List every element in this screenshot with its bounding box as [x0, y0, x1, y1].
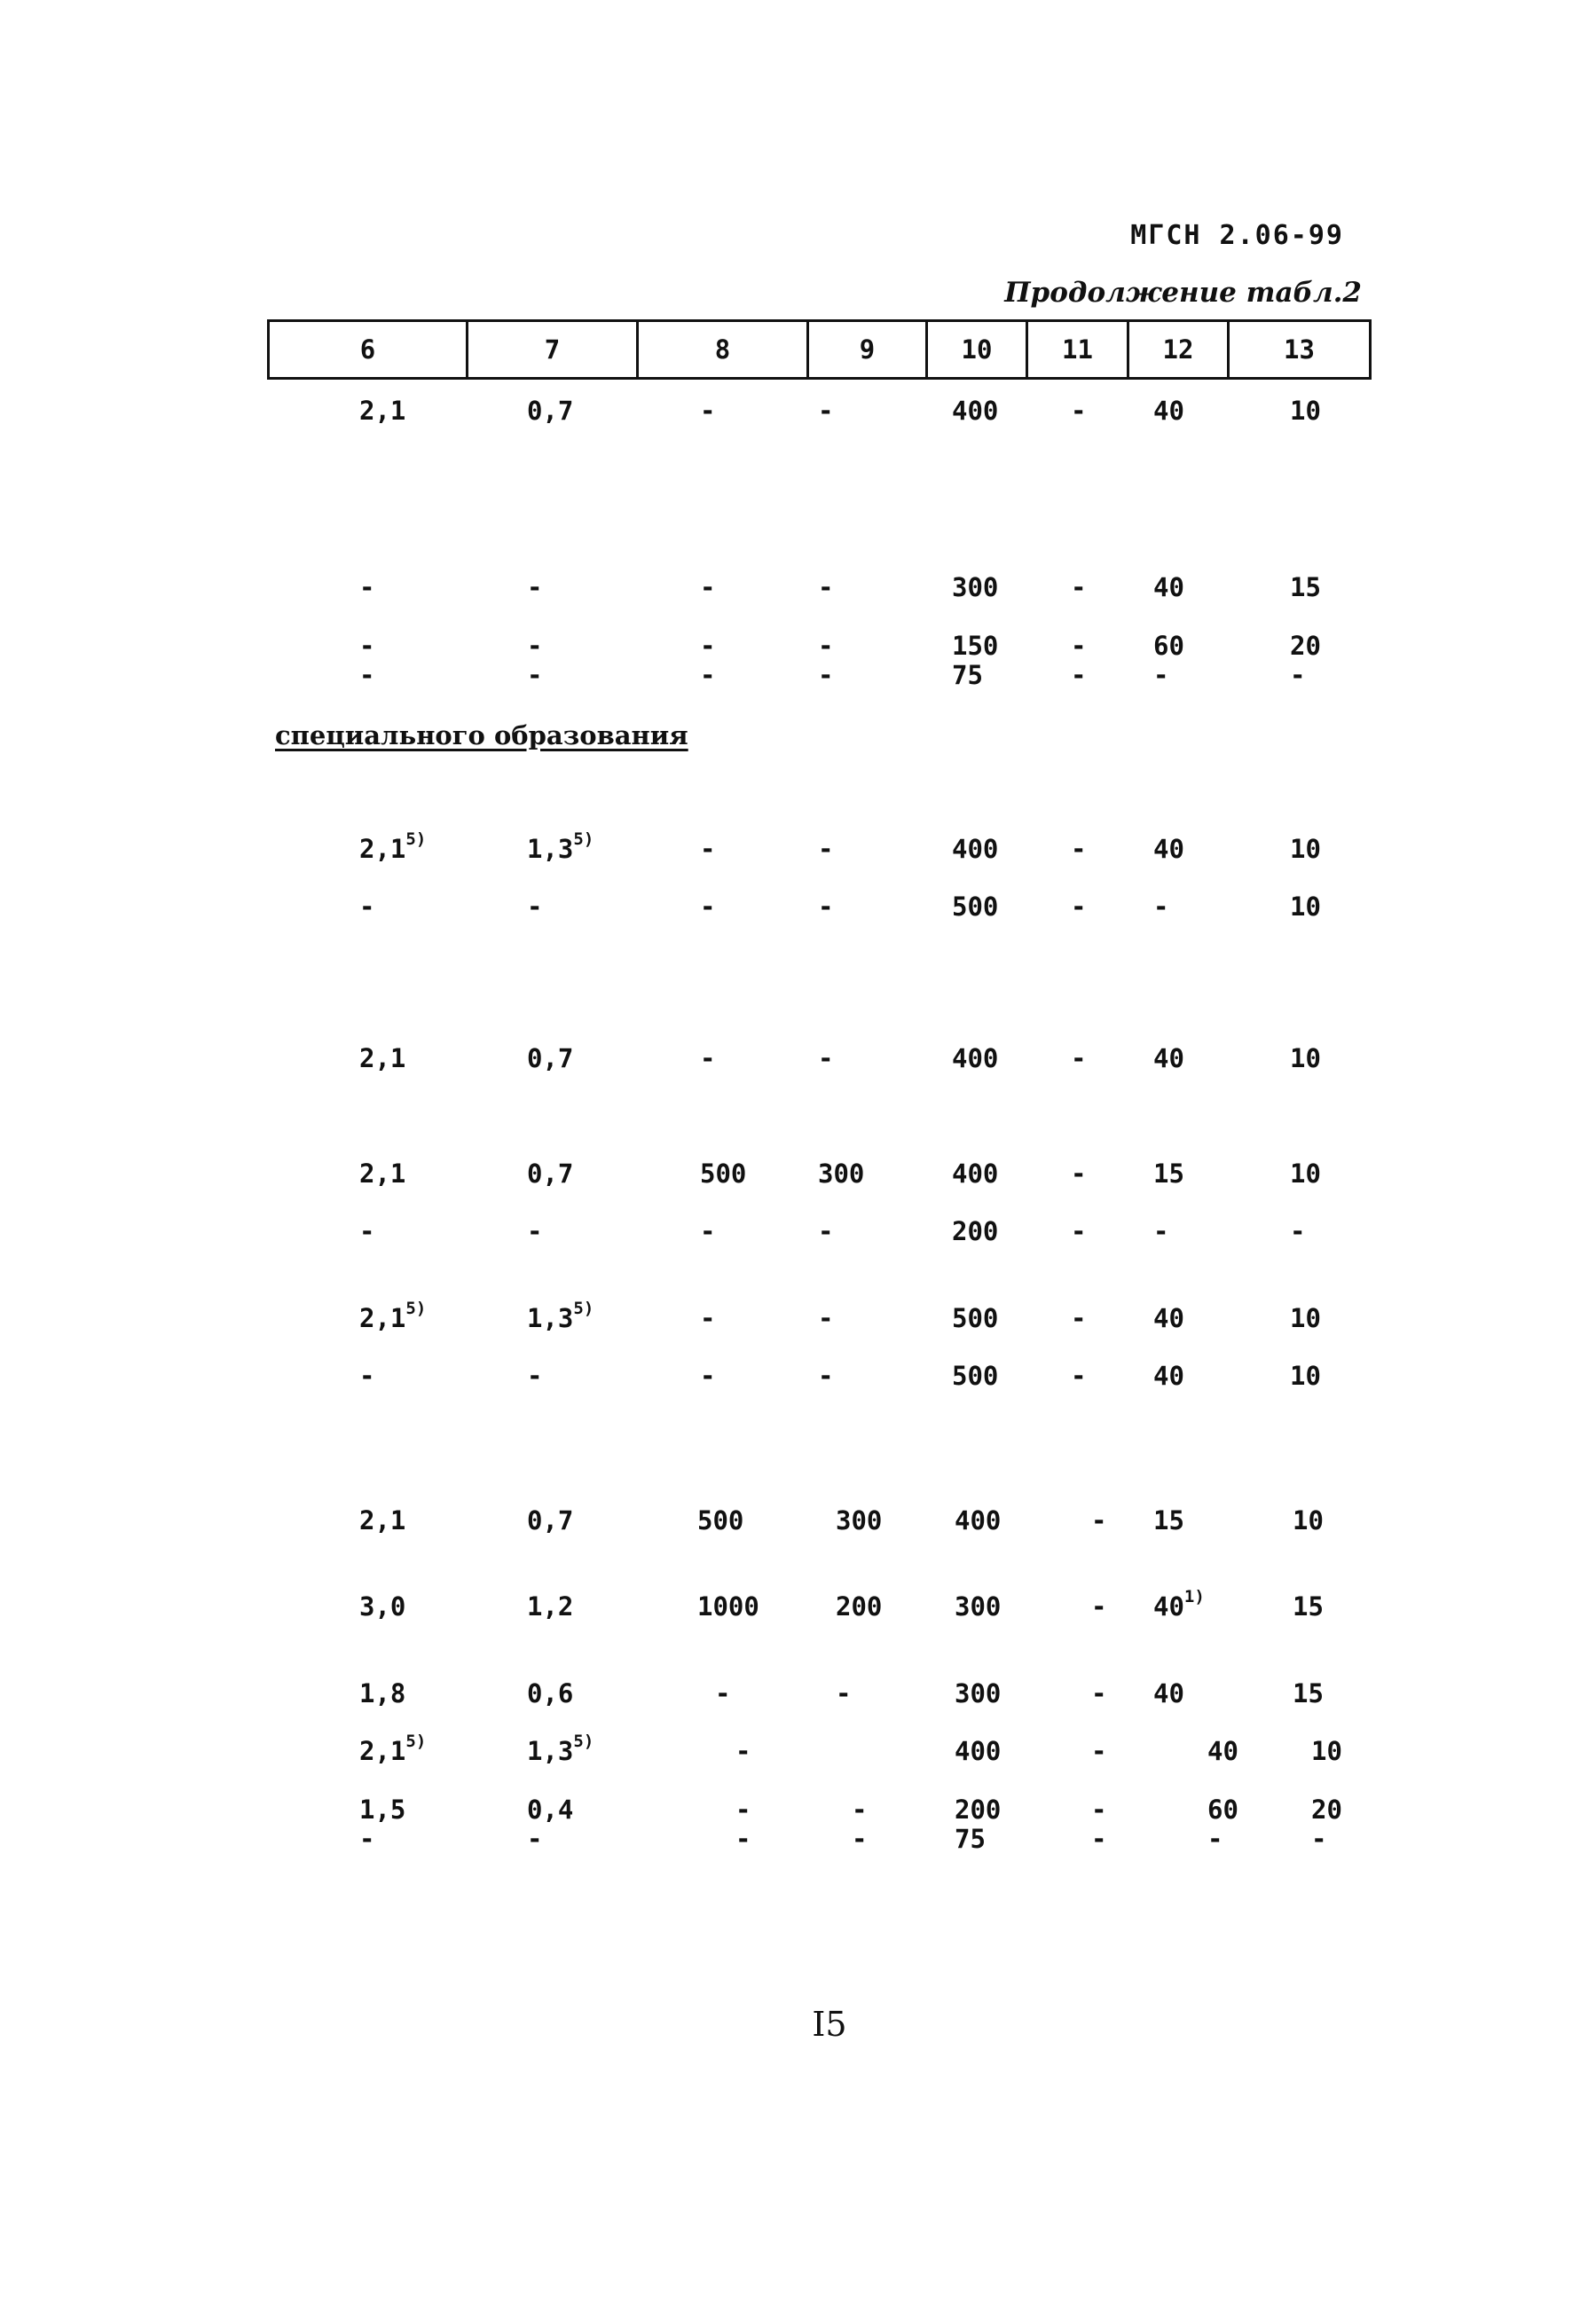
table-cell-10	[952, 1044, 998, 1072]
cell-value: 3,0	[359, 1591, 406, 1622]
cell-value: 2,1	[359, 1505, 406, 1536]
cell-value: -	[1153, 891, 1169, 922]
cell-value: 0,4	[527, 1795, 574, 1825]
table-cell-9	[818, 835, 833, 863]
table-cell-12	[1153, 1587, 1205, 1622]
table-cell-6	[359, 1825, 374, 1853]
cell-value: -	[818, 1043, 834, 1073]
table-cell-11	[1091, 1679, 1106, 1708]
cell-value: -	[359, 631, 375, 661]
cell-value: -	[1071, 660, 1087, 690]
table-cell-8	[700, 892, 715, 921]
table-cell-13	[1293, 1679, 1324, 1708]
table-cell-7	[527, 1732, 594, 1766]
cell-value: 1,3	[527, 1303, 574, 1333]
page-number: I5	[812, 2005, 847, 2044]
cell-value: -	[1071, 1303, 1087, 1333]
cell-value: -	[700, 1361, 716, 1391]
table-cell-8	[715, 1679, 730, 1708]
table-cell-13	[1311, 1795, 1342, 1824]
cell-value: -	[1071, 631, 1087, 661]
cell-value: 10	[1290, 1303, 1321, 1333]
table-cell-11	[1071, 1217, 1086, 1245]
cell-value: 10	[1290, 891, 1321, 922]
cell-value: -	[735, 1824, 751, 1854]
cell-value: 400	[952, 1043, 999, 1073]
cell-value: 500	[952, 1361, 999, 1391]
cell-value: -	[1071, 891, 1087, 922]
table-cell-12	[1207, 1825, 1223, 1853]
footnote-reference: 5)	[573, 1732, 594, 1752]
column-header-12: 12	[1128, 321, 1229, 379]
cell-value: -	[359, 660, 375, 690]
cell-value: -	[527, 1216, 543, 1246]
cell-value: -	[1091, 1824, 1107, 1854]
cell-value: -	[359, 891, 375, 922]
table-header	[267, 319, 1372, 380]
cell-value: 40	[1153, 1678, 1184, 1708]
cell-value: -	[700, 1043, 716, 1073]
section-heading: специального образования	[275, 720, 688, 750]
table-cell-13	[1290, 661, 1305, 689]
cell-value: -	[818, 1361, 834, 1391]
cell-value: -	[1091, 1795, 1107, 1825]
cell-value: 300	[955, 1591, 1002, 1622]
cell-value: 300	[955, 1678, 1002, 1708]
table-cell-7	[527, 1044, 573, 1072]
table-cell-11	[1071, 661, 1086, 689]
table-cell-9	[818, 397, 833, 425]
table-cell-10	[955, 1679, 1001, 1708]
cell-value: 300	[836, 1505, 883, 1536]
table-cell-9	[818, 1304, 833, 1332]
table-cell-12	[1153, 632, 1184, 660]
cell-value: -	[818, 891, 834, 922]
table-cell-8	[700, 835, 715, 863]
table-cell-7	[527, 1679, 573, 1708]
table-cell-7	[527, 1592, 573, 1621]
table-cell-6	[359, 1506, 405, 1535]
cell-value: -	[1071, 1361, 1087, 1391]
cell-value: 20	[1290, 631, 1321, 661]
table-cell-12	[1153, 1044, 1184, 1072]
cell-value: 400	[955, 1736, 1002, 1766]
cell-value: -	[1071, 1216, 1087, 1246]
table-cell-10	[952, 1217, 998, 1245]
table-cell-6	[359, 1592, 405, 1621]
table-cell-8	[700, 1304, 715, 1332]
table-cell-8	[700, 573, 715, 601]
table-cell-6	[359, 1299, 427, 1333]
cell-value: -	[818, 1303, 834, 1333]
cell-value: -	[735, 1736, 751, 1766]
footnote-reference: 5)	[405, 1732, 427, 1752]
cell-value: -	[527, 572, 543, 602]
cell-value: -	[1207, 1824, 1223, 1854]
table-cell-11	[1091, 1506, 1106, 1535]
footnote-reference: 1)	[1183, 1587, 1205, 1607]
table-cell-11	[1071, 892, 1086, 921]
table-cell-9	[818, 1362, 833, 1390]
table-cell-12	[1153, 1679, 1184, 1708]
cell-value: -	[852, 1795, 868, 1825]
table-cell-6	[359, 892, 374, 921]
header-row	[269, 321, 1371, 379]
cell-value: -	[527, 660, 543, 690]
table-cell-6	[359, 1159, 405, 1188]
table-cell-7	[527, 892, 542, 921]
cell-value: 1,2	[527, 1591, 574, 1622]
table-cell-12	[1153, 573, 1184, 601]
cell-value: -	[359, 1216, 375, 1246]
cell-value: 10	[1311, 1736, 1342, 1766]
cell-value: -	[359, 572, 375, 602]
cell-value: 40	[1207, 1736, 1238, 1766]
table-cell-13	[1290, 1159, 1321, 1188]
table-cell-11	[1091, 1592, 1106, 1621]
table-cell-10	[952, 892, 998, 921]
cell-value: -	[359, 1361, 375, 1391]
table-cell-6	[359, 1044, 405, 1072]
table-cell-6	[359, 1217, 374, 1245]
table-cell-7	[527, 397, 573, 425]
cell-value: 150	[952, 631, 999, 661]
table-cell-9	[818, 632, 833, 660]
cell-value: -	[527, 631, 543, 661]
table-cell-13	[1290, 1362, 1321, 1390]
cell-value: 0,7	[527, 1043, 574, 1073]
cell-value: 15	[1153, 1158, 1184, 1189]
cell-value: 10	[1290, 1043, 1321, 1073]
cell-value: 1,3	[527, 1736, 574, 1766]
table-cell-8	[735, 1825, 751, 1853]
table-cell-6	[359, 1732, 427, 1766]
table-cell-10	[952, 397, 998, 425]
table-cell-7	[527, 1159, 573, 1188]
cell-value: 500	[952, 891, 999, 922]
table-cell-6	[359, 829, 427, 864]
table-cell-9	[852, 1825, 867, 1853]
cell-value: -	[852, 1824, 868, 1854]
cell-value: 2,1	[359, 834, 406, 864]
table-cell-11	[1071, 397, 1086, 425]
table-cell-13	[1290, 1044, 1321, 1072]
footnote-reference: 5)	[573, 1299, 594, 1319]
cell-value: -	[700, 572, 716, 602]
table-cell-12	[1153, 1217, 1168, 1245]
cell-value: 40	[1153, 1043, 1184, 1073]
cell-value: 400	[952, 834, 999, 864]
table-cell-9	[836, 1506, 882, 1535]
cell-value: -	[1071, 834, 1087, 864]
cell-value: 15	[1293, 1678, 1324, 1708]
table-cell-9	[818, 1044, 833, 1072]
table-cell-7	[527, 1506, 573, 1535]
table-cell-6	[359, 1795, 405, 1824]
cell-value: 300	[952, 572, 999, 602]
table-cell-6	[359, 397, 405, 425]
column-header-8: 8	[638, 321, 808, 379]
cell-value: 2,1	[359, 396, 406, 426]
table-cell-11	[1091, 1737, 1106, 1765]
footnote-reference: 5)	[573, 829, 594, 850]
table-cell-10	[952, 1159, 998, 1188]
table-cell-11	[1071, 1304, 1086, 1332]
table-cell-13	[1293, 1592, 1324, 1621]
table-cell-10	[955, 1592, 1001, 1621]
table-cell-11	[1071, 1044, 1086, 1072]
cell-value: -	[735, 1795, 751, 1825]
cell-value: -	[1311, 1824, 1327, 1854]
table-cell-11	[1091, 1795, 1106, 1824]
cell-value: -	[715, 1678, 731, 1708]
table-cell-12	[1153, 835, 1184, 863]
table-cell-6	[359, 1679, 405, 1708]
cell-value: 20	[1311, 1795, 1342, 1825]
table-cell-12	[1207, 1737, 1238, 1765]
table-cell-8	[697, 1506, 743, 1535]
table-cell-11	[1071, 632, 1086, 660]
cell-value: 40	[1153, 396, 1184, 426]
cell-value: 10	[1290, 1361, 1321, 1391]
table-cell-13	[1290, 835, 1321, 863]
footnote-reference: 5)	[405, 1299, 427, 1319]
cell-value: 60	[1153, 631, 1184, 661]
column-header-10: 10	[927, 321, 1027, 379]
cell-value: 300	[818, 1158, 865, 1189]
cell-value: 500	[952, 1303, 999, 1333]
table-cell-9	[818, 573, 833, 601]
column-header-13: 13	[1229, 321, 1371, 379]
table-cell-12	[1153, 397, 1184, 425]
cell-value: 60	[1207, 1795, 1238, 1825]
table-cell-9	[852, 1795, 867, 1824]
table-cell-12	[1153, 1159, 1184, 1188]
cell-value: 40	[1153, 1591, 1184, 1622]
table-cell-13	[1311, 1825, 1326, 1853]
table-cell-9	[818, 1159, 864, 1188]
cell-value: 400	[952, 396, 999, 426]
table-cell-10	[952, 661, 983, 689]
cell-value: -	[1071, 396, 1087, 426]
cell-value: 500	[700, 1158, 747, 1189]
table-cell-7	[527, 661, 542, 689]
table-cell-7	[527, 573, 542, 601]
table-cell-7	[527, 1795, 573, 1824]
table-cell-6	[359, 661, 374, 689]
cell-value: -	[1091, 1591, 1107, 1622]
table-cell-8	[700, 1362, 715, 1390]
table-cell-6	[359, 1362, 374, 1390]
cell-value: 2,1	[359, 1736, 406, 1766]
table-cell-8	[700, 1159, 746, 1188]
cell-value: -	[700, 834, 716, 864]
table-cell-9	[836, 1592, 882, 1621]
document-code: МГСН 2.06-99	[1130, 220, 1344, 251]
table-cell-11	[1071, 573, 1086, 601]
cell-value: -	[359, 1824, 375, 1854]
cell-value: -	[1153, 1216, 1169, 1246]
table-cell-13	[1290, 632, 1321, 660]
cell-value: 75	[952, 660, 983, 690]
cell-value: 40	[1153, 834, 1184, 864]
cell-value: -	[818, 572, 834, 602]
cell-value: -	[1071, 572, 1087, 602]
table-cell-10	[952, 1304, 998, 1332]
table-cell-12	[1153, 1362, 1184, 1390]
column-header-11: 11	[1027, 321, 1128, 379]
cell-value: -	[527, 1361, 543, 1391]
column-header-6: 6	[269, 321, 468, 379]
table-cell-9	[818, 892, 833, 921]
table-cell-12	[1153, 661, 1168, 689]
table-cell-9	[818, 661, 833, 689]
cell-value: 75	[955, 1824, 986, 1854]
table-cell-10	[952, 573, 998, 601]
cell-value: 0,6	[527, 1678, 574, 1708]
table-cell-9	[836, 1679, 851, 1708]
table-cell-11	[1091, 1825, 1106, 1853]
table-cell-7	[527, 1217, 542, 1245]
cell-value: 10	[1290, 834, 1321, 864]
table-cell-8	[735, 1795, 751, 1824]
table-cell-12	[1153, 1304, 1184, 1332]
cell-value: 1,8	[359, 1678, 406, 1708]
table-cell-7	[527, 1299, 594, 1333]
footnote-reference: 5)	[405, 829, 427, 850]
cell-value: 10	[1290, 396, 1321, 426]
cell-value: 2,1	[359, 1303, 406, 1333]
table-cell-13	[1311, 1737, 1342, 1765]
cell-value: 40	[1153, 1361, 1184, 1391]
cell-value: -	[818, 1216, 834, 1246]
table-cell-8	[700, 1217, 715, 1245]
cell-value: 40	[1153, 572, 1184, 602]
cell-value: 1000	[697, 1591, 759, 1622]
cell-value: 200	[952, 1216, 999, 1246]
table-cell-12	[1153, 892, 1168, 921]
table-cell-10	[955, 1825, 986, 1853]
cell-value: 1,3	[527, 834, 574, 864]
cell-value: -	[836, 1678, 852, 1708]
cell-value: -	[700, 631, 716, 661]
table-cell-6	[359, 632, 374, 660]
table-cell-8	[735, 1737, 751, 1765]
cell-value: 10	[1290, 1158, 1321, 1189]
table-cell-7	[527, 632, 542, 660]
table-cell-13	[1293, 1506, 1324, 1535]
table-cell-10	[952, 632, 998, 660]
table-cell-13	[1290, 573, 1321, 601]
cell-value: -	[1091, 1736, 1107, 1766]
cell-value: -	[1290, 1216, 1306, 1246]
cell-value: 15	[1293, 1591, 1324, 1622]
cell-value: -	[818, 660, 834, 690]
table-cell-10	[955, 1795, 1001, 1824]
column-header-7: 7	[468, 321, 638, 379]
cell-value: -	[700, 660, 716, 690]
table-cell-13	[1290, 397, 1321, 425]
cell-value: 400	[952, 1158, 999, 1189]
cell-value: -	[1091, 1505, 1107, 1536]
cell-value: 1,5	[359, 1795, 406, 1825]
cell-value: 400	[955, 1505, 1002, 1536]
table-cell-7	[527, 829, 594, 864]
table-cell-12	[1153, 1506, 1184, 1535]
table-continuation-label: Продолжение табл.2	[1004, 277, 1362, 309]
table-cell-8	[700, 632, 715, 660]
table-cell-11	[1071, 835, 1086, 863]
table-cell-10	[955, 1506, 1001, 1535]
cell-value: -	[1071, 1158, 1087, 1189]
cell-value: 10	[1293, 1505, 1324, 1536]
cell-value: 15	[1290, 572, 1321, 602]
cell-value: -	[1091, 1678, 1107, 1708]
cell-value: -	[1071, 1043, 1087, 1073]
cell-value: 0,7	[527, 1505, 574, 1536]
cell-value: -	[527, 891, 543, 922]
cell-value: 0,7	[527, 396, 574, 426]
cell-value: -	[700, 1216, 716, 1246]
table-cell-10	[952, 1362, 998, 1390]
cell-value: -	[818, 834, 834, 864]
table-cell-9	[818, 1217, 833, 1245]
cell-value: 500	[697, 1505, 744, 1536]
cell-value: -	[527, 1824, 543, 1854]
cell-value: -	[818, 396, 834, 426]
cell-value: -	[700, 396, 716, 426]
cell-value: -	[1153, 660, 1169, 690]
table-cell-8	[697, 1592, 759, 1621]
column-header-9: 9	[808, 321, 927, 379]
table-cell-13	[1290, 892, 1321, 921]
cell-value: 2,1	[359, 1158, 406, 1189]
table-cell-7	[527, 1825, 542, 1853]
table-cell-8	[700, 1044, 715, 1072]
cell-value: 200	[955, 1795, 1002, 1825]
table-cell-11	[1071, 1159, 1086, 1188]
cell-value: 15	[1153, 1505, 1184, 1536]
cell-value: -	[700, 1303, 716, 1333]
table-cell-10	[955, 1737, 1001, 1765]
cell-value: 40	[1153, 1303, 1184, 1333]
table-cell-13	[1290, 1217, 1305, 1245]
cell-value: -	[700, 891, 716, 922]
table-cell-10	[952, 835, 998, 863]
table-cell-13	[1290, 1304, 1321, 1332]
cell-value: -	[818, 631, 834, 661]
cell-value: -	[1290, 660, 1306, 690]
cell-value: 200	[836, 1591, 883, 1622]
cell-value: 0,7	[527, 1158, 574, 1189]
table-cell-8	[700, 397, 715, 425]
table-cell-7	[527, 1362, 542, 1390]
table-cell-12	[1207, 1795, 1238, 1824]
table-cell-8	[700, 661, 715, 689]
cell-value: 2,1	[359, 1043, 406, 1073]
table-cell-6	[359, 573, 374, 601]
table-cell-11	[1071, 1362, 1086, 1390]
